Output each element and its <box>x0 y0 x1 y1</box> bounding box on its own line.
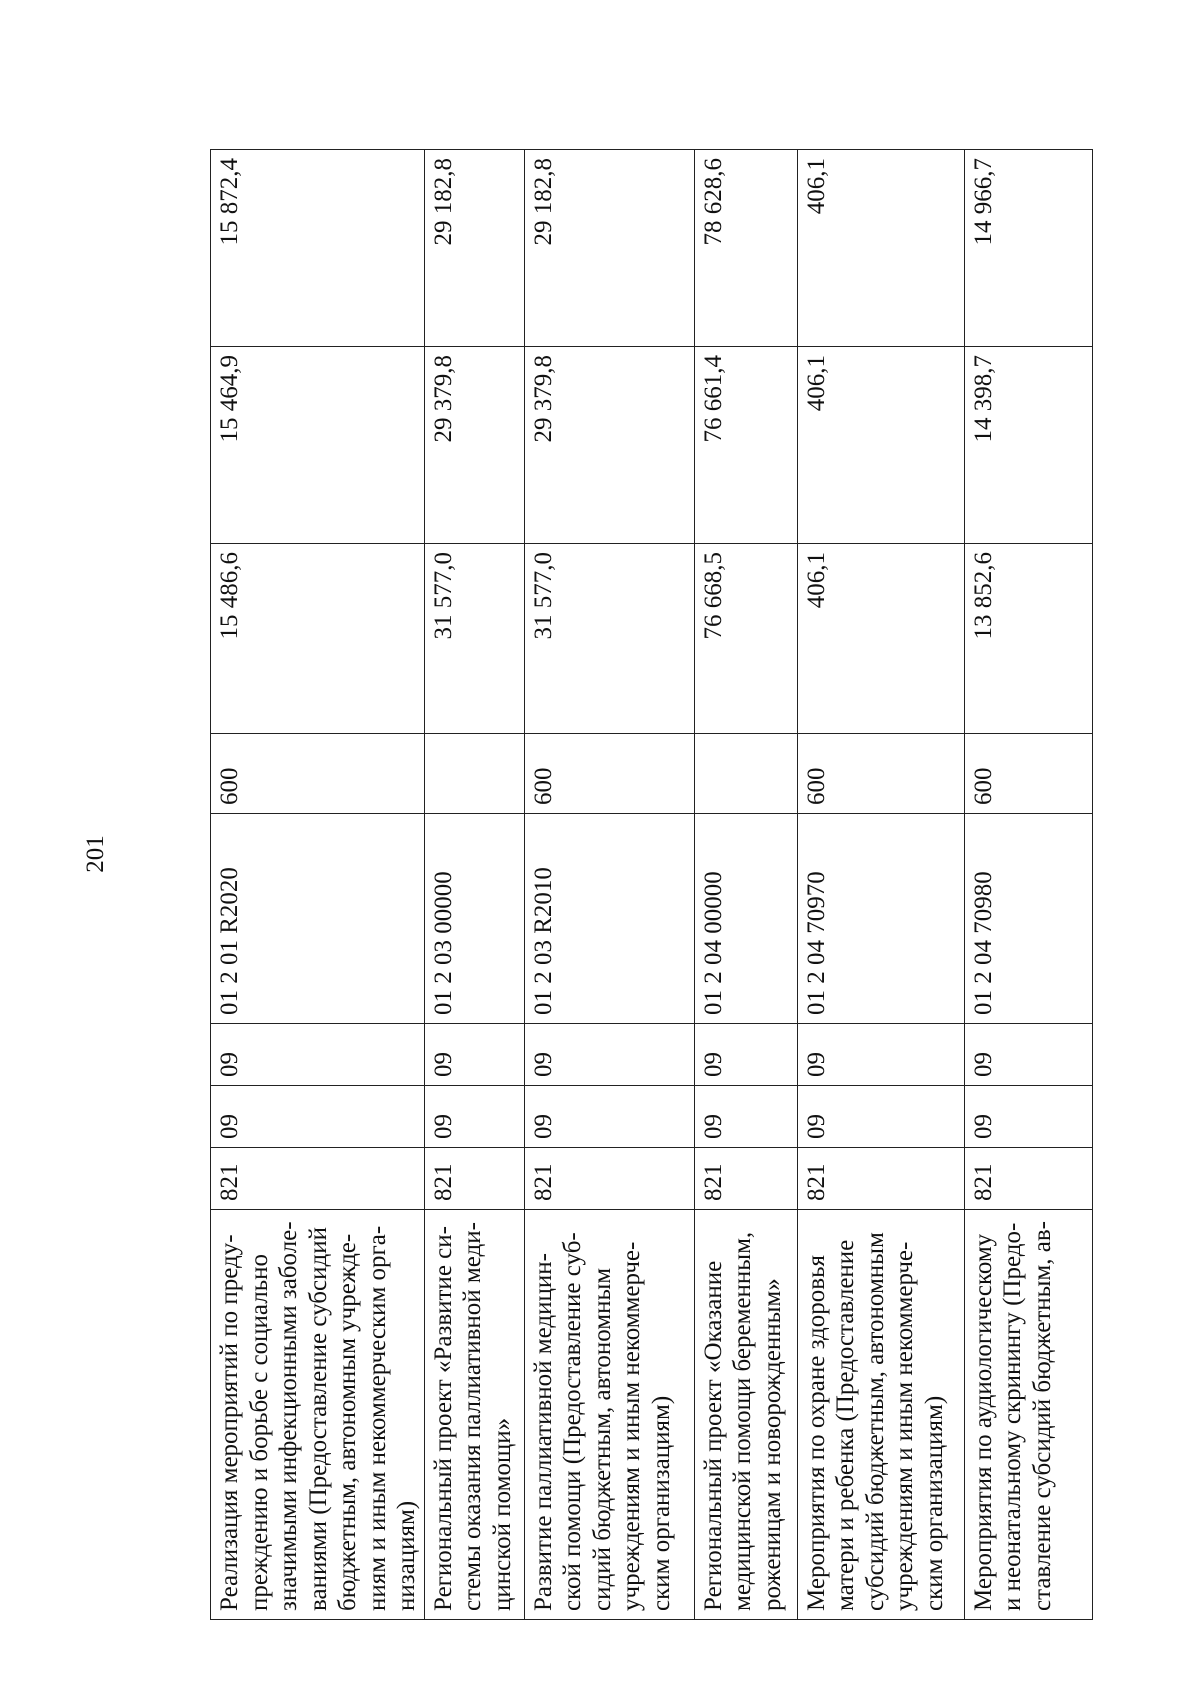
section-cell: 09 <box>964 1086 1092 1148</box>
subsection-cell: 09 <box>524 1024 694 1086</box>
amount-year2-cell: 29 379,8 <box>424 347 524 544</box>
row-name-cell: Мероприятия по охране здоровья матери и ребенка (Предоставление субсидий бюджетным, автономным учреждениям и иным некоммерче-ским организациям) <box>797 1210 964 1620</box>
amount-year3-cell: 14 966,7 <box>964 150 1092 347</box>
table-row <box>964 150 1092 1620</box>
section-cell: 09 <box>797 1086 964 1148</box>
section-cell: 09 <box>694 1086 797 1148</box>
expense-type-cell: 600 <box>524 734 694 814</box>
amount-year1-cell: 31 577,0 <box>424 544 524 734</box>
subsection-cell: 09 <box>211 1024 425 1086</box>
table-row <box>424 150 524 1620</box>
expense-type-cell: 600 <box>964 734 1092 814</box>
amount-year2-cell: 14 398,7 <box>964 347 1092 544</box>
subsection-cell: 09 <box>797 1024 964 1086</box>
budget-table <box>210 149 1093 1620</box>
expense-type-cell <box>694 734 797 814</box>
row-name-cell: Развитие паллиативной медицин-ской помощи (Предоставление суб-сидий бюджетным, автономным учреждениям и иным некоммерче-ским организациям) <box>524 1210 694 1620</box>
grbs-cell: 821 <box>211 1148 425 1210</box>
amount-year3-cell: 406,1 <box>797 150 964 347</box>
budget-table-wrapper <box>210 150 1085 1620</box>
grbs-cell: 821 <box>964 1148 1092 1210</box>
grbs-cell: 821 <box>524 1148 694 1210</box>
subsection-cell: 09 <box>694 1024 797 1086</box>
grbs-cell: 821 <box>424 1148 524 1210</box>
section-cell: 09 <box>524 1086 694 1148</box>
target-article-cell: 01 2 04 70980 <box>964 814 1092 1024</box>
amount-year1-cell: 15 486,6 <box>211 544 425 734</box>
expense-type-cell <box>424 734 524 814</box>
target-article-cell: 01 2 03 00000 <box>424 814 524 1024</box>
expense-type-cell: 600 <box>797 734 964 814</box>
page-number: 201 <box>82 835 109 873</box>
table-row <box>797 150 964 1620</box>
amount-year2-cell: 15 464,9 <box>211 347 425 544</box>
target-article-cell: 01 2 03 R2010 <box>524 814 694 1024</box>
row-name-cell: Реализация мероприятий по преду-преждению и борьбе с социально значимыми инфекционными заболе-ваниями (Предоставление субсидий бюджетным, автономным учрежде-ниям и иным некоммерческим орга-низациям) <box>211 1210 425 1620</box>
amount-year1-cell: 31 577,0 <box>524 544 694 734</box>
target-article-cell: 01 2 01 R2020 <box>211 814 425 1024</box>
expense-type-cell: 600 <box>211 734 425 814</box>
amount-year3-cell: 29 182,8 <box>524 150 694 347</box>
table-row <box>211 150 425 1620</box>
amount-year2-cell: 406,1 <box>797 347 964 544</box>
section-cell: 09 <box>211 1086 425 1148</box>
grbs-cell: 821 <box>694 1148 797 1210</box>
amount-year2-cell: 29 379,8 <box>524 347 694 544</box>
section-cell: 09 <box>424 1086 524 1148</box>
amount-year3-cell: 29 182,8 <box>424 150 524 347</box>
amount-year1-cell: 76 668,5 <box>694 544 797 734</box>
subsection-cell: 09 <box>964 1024 1092 1086</box>
subsection-cell: 09 <box>424 1024 524 1086</box>
amount-year3-cell: 15 872,4 <box>211 150 425 347</box>
target-article-cell: 01 2 04 70970 <box>797 814 964 1024</box>
row-name-cell: Мероприятия по аудиологическому и неонатальному скринингу (Предо-ставление субсидий бюджетным, ав- <box>964 1210 1092 1620</box>
table-row <box>694 150 797 1620</box>
amount-year3-cell: 78 628,6 <box>694 150 797 347</box>
amount-year2-cell: 76 661,4 <box>694 347 797 544</box>
amount-year1-cell: 406,1 <box>797 544 964 734</box>
grbs-cell: 821 <box>797 1148 964 1210</box>
target-article-cell: 01 2 04 00000 <box>694 814 797 1024</box>
amount-year1-cell: 13 852,6 <box>964 544 1092 734</box>
row-name-cell: Региональный проект «Развитие си-стемы оказания паллиативной меди-цинской помощи» <box>424 1210 524 1620</box>
row-name-cell: Региональный проект «Оказание медицинской помощи беременным, роженицам и новорожденным» <box>694 1210 797 1620</box>
table-row <box>524 150 694 1620</box>
